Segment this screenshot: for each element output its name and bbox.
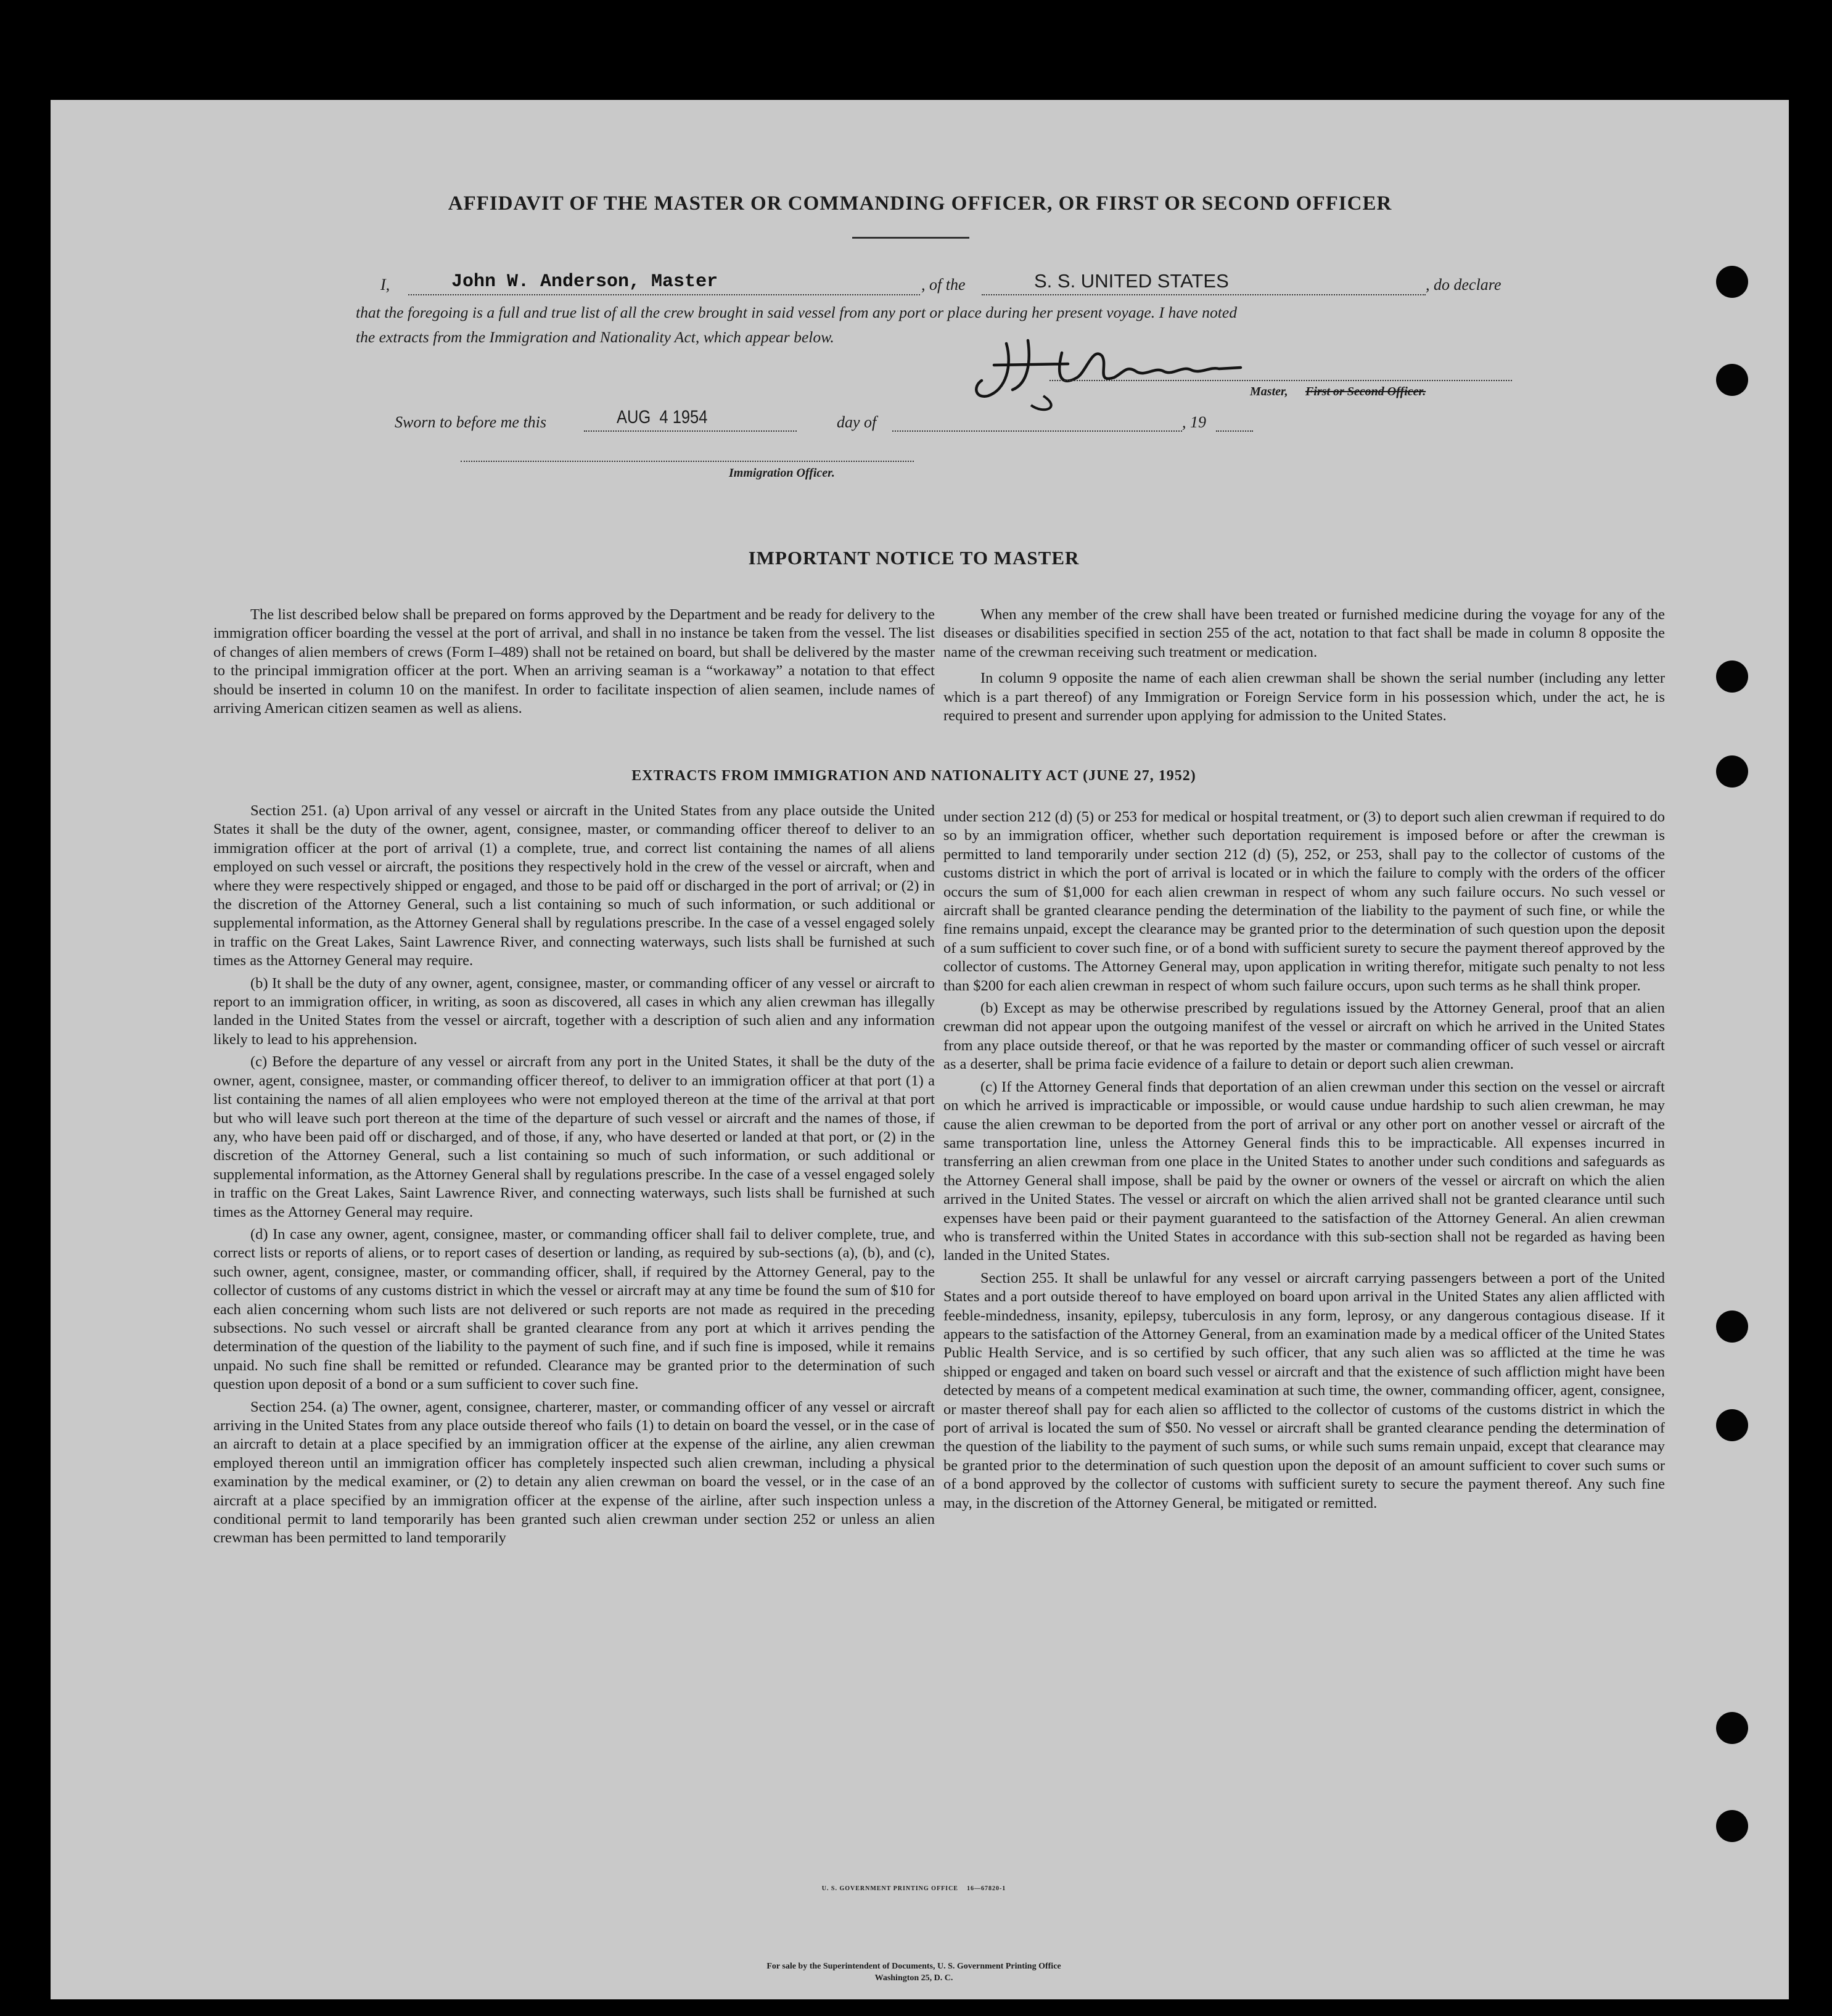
officer-line: [461, 461, 914, 462]
of-the-label: , of the: [921, 276, 966, 294]
master-signature: [969, 328, 1290, 414]
immigration-officer-label: Immigration Officer.: [729, 466, 835, 480]
notice-right: [943, 606, 1665, 729]
sale-line-2: Washington 25, D. C.: [874, 1973, 953, 1983]
extracts-left: [213, 802, 935, 1552]
punch-hole: [1716, 660, 1748, 693]
master-label: Master,: [1250, 385, 1288, 398]
extracts-right: [943, 808, 1665, 1516]
i-label: I,: [380, 276, 390, 294]
year-line: [1216, 430, 1253, 432]
document-page: [51, 100, 1789, 1999]
punch-hole: [1716, 1810, 1748, 1842]
declare-label: , do declare: [1426, 276, 1501, 294]
sworn-label: Sworn to before me this: [395, 413, 547, 431]
struck-officer-label: First or Second Officer.: [1305, 385, 1426, 398]
punch-hole: [1716, 1712, 1748, 1744]
sworn-date-line: [584, 430, 797, 432]
year-label: , 19: [1182, 413, 1206, 431]
section-251-b: (b) It shall be the duty of any owner, agent, consignee, master, or commanding officer of any vessel or aircraft to report to an immigration officer, in writing, as soon as discovered, all cases in which any alien crewman has illegally landed in the United States from the vessel or aircraft, together with a description of such alien and any information likely to lead to his apprehension.: [213, 974, 935, 1048]
month-line: [892, 430, 1182, 432]
section-251-d: (d) In case any owner, agent, consignee, master, or commanding officer shall fail to deliver complete, true, and correct lists or reports of aliens, or to report cases of desertion or landing, as required by sub-sections (a), (b), and (c), such owner, agent, consignee, master, or commanding officer, shall, if required by the Attorney General, pay to the collector of customs of any customs district in which the vessel or aircraft may at any time be found the sum of $10 for each alien concerning whom such lists are not delivered or such reports are not made as required in the preceding subsections. No such vessel or aircraft shall be granted clearance from any port at which it arrives pending the determination of the question of the liability to the payment of such fine, and if such fine is imposed, while it remains unpaid. No such fine shall be remitted or refunded. Clearance may be granted prior to the determination of such question upon deposit of a bond or a sum sufficient to cover such fine.: [213, 1225, 935, 1393]
section-254-a: Section 254. (a) The owner, agent, consignee, charterer, master, or commanding officer of any vessel or aircraft arriving in the United States from any place outside thereof who fails (1) to detain on board the vessel, or in the case of an aircraft to detain at a place specified by an immigration officer at the expense of the airline, any alien crewman employed thereon until an immigration officer has completely inspected such alien crewman, including a physical examination by the medical examiner, or (2) to detain any alien crewman on board the vessel, or in the case of an aircraft at a place specified by an immigration officer at the expense of the airline, after such inspection unless a conditional permit to land temporarily has been granted such alien crewman under section 252 or unless an alien crewman has been permitted to land temporarily: [213, 1398, 935, 1547]
notice-title: IMPORTANT NOTICE TO MASTER: [748, 547, 1080, 569]
notice-left-text: The list described below shall be prepared on forms approved by the Department and be ready for delivery to the immigration officer boarding the vessel at the port of arrival, and shall in no instance be taken from the vessel. The list of changes of alien members of crews (Form I–489) shall not be retained on board, but shall be delivered by the master to the principal immigration officer at the port. When an arriving seaman is a “workaway” a notation to that effect should be inserted in column 10 on the manifest. In order to facilitate inspection of alien seamen, include names of arriving American citizen seamen as well as aliens.: [213, 606, 935, 717]
notice-right-p2: In column 9 opposite the name of each alien crewman shall be shown the serial number (including any letter which is a part thereof) of any Immigration or Foreign Service form in his possession which, under the act, he is required to present and surrender upon applying for admission to the United States.: [943, 670, 1665, 725]
extracts-title: EXTRACTS FROM IMMIGRATION AND NATIONALITY ACT (JUNE 27, 1952): [631, 768, 1196, 784]
vessel-line: [982, 294, 1426, 295]
punch-hole: [1716, 364, 1748, 396]
declarant-name: John W. Anderson, Master: [451, 271, 718, 292]
title-rule: [852, 237, 969, 239]
signature-line: [1049, 380, 1512, 381]
gpo-code: U. S. GOVERNMENT PRINTING OFFICE 16—67820-1: [821, 1885, 1006, 1892]
affidavit-title: AFFIDAVIT OF THE MASTER OR COMMANDING OFFICER, OR FIRST OR SECOND OFFICER: [448, 192, 1392, 215]
section-254-c: (c) If the Attorney General finds that deportation of an alien crewman under this section on the vessel or aircraft on which he arrived is impracticable or impossible, or would cause undue hardship to such alien crewman, he may cause the alien crewman to be deported from the port of arrival or any other port on another vessel or aircraft of the same transportation line, unless the Attorney General finds this to be impracticable. All expenses incurred in transferring an alien crewman from one place in the United States to another under such conditions and safeguards as the Attorney General shall impose, shall be paid by the owner or owners of the vessel or aircraft on which the alien arrived in the United States. The vessel or aircraft on which the alien arrived shall not be granted clearance until such expenses have been paid or their payment guaranteed to the satisfaction of the Attorney General. An alien crewman who is transferred within the United States in accordance with this sub-section shall not be regarded as having been landed in the United States.: [943, 1078, 1665, 1264]
section-254-b: (b) Except as may be otherwise prescribed by regulations issued by the Attorney General, proof that an alien crewman did not appear upon the outgoing manifest of the vessel or aircraft on which he arrived in the United States from any place outside thereof, or that he was reported by the master or commanding officer of such vessel or aircraft as a deserter, shall be prima facie evidence of a failure to detain or deport such alien crewman.: [943, 1000, 1665, 1073]
sale-line-1: For sale by the Superintendent of Documents, U. S. Government Printing Office: [766, 1962, 1061, 1971]
punch-hole: [1716, 755, 1748, 788]
day-of-label: day of: [837, 413, 877, 431]
declarant-line: [408, 294, 920, 295]
notice-right-p1: When any member of the crew shall have been treated or furnished medicine during the voyage for any of the diseases or disabilities specified in section 255 of the act, notation to that fact shall be made in column 8 opposite the name of the crewman receiving such treatment or medication.: [943, 606, 1665, 660]
notice-left: [213, 606, 935, 722]
punch-hole: [1716, 1310, 1748, 1343]
sworn-date: AUG 4 1954: [617, 407, 708, 427]
section-251-c: (c) Before the departure of any vessel or aircraft from any port in the United States, it shall be the duty of the owner, agent, consignee, master, or commanding officer thereof, to deliver to an immigration officer at that port (1) a list containing the names of all alien employees who were not employed thereon at the time of the arrival at that port but who will leave such port thereon at the time of the departure of such vessel or aircraft and the names of those, if any, who have been paid off or discharged, and of those, if any, who have deserted or landed at that port, or (2) in the discretion of the Attorney General, such a list containing so much of such information, or such additional or supplemental information, as the Attorney General shall by regulations prescribe. In the case of a vessel engaged solely in traffic on the Great Lakes, Saint Lawrence River, and connecting waterways, such lists shall be furnished at such times as the Attorney General may require.: [213, 1053, 935, 1220]
section-251-a: Section 251. (a) Upon arrival of any vessel or aircraft in the United States from any place outside the United States it shall be the duty of the owner, agent, consignee, master, or commanding officer thereof to deliver to an immigration officer at the port of arrival (1) a complete, true, and correct list containing the names of all aliens employed on such vessel or aircraft, the positions they respectively hold in the crew of the vessel or aircraft, when and where they were respectively shipped or engaged, and those to be paid off or discharged in the port of arrival; or (2) in the discretion of the Attorney General, such a list containing so much of such information, or such additional or supplemental information, as the Attorney General shall by regulations prescribe. In the case of a vessel engaged solely in traffic on the Great Lakes, Saint Lawrence River, and connecting waterways, such lists shall be furnished at such times as the Attorney General may require.: [213, 802, 935, 969]
affidavit-line-3: the extracts from the Immigration and Nationality Act, which appear below.: [356, 328, 834, 346]
affidavit-line-2: that the foregoing is a full and true list of all the crew brought in said vessel from any port or place during her present voyage. I have noted: [356, 303, 1238, 321]
section-254-a-continued: under section 212 (d) (5) or 253 for medical or hospital treatment, or (3) to deport such alien crewman if required to do so by an immigration officer, whether such deportation requirement is imposed before or after the crewman is permitted to land temporarily under section 212 (d) (5), 252, or 253, shall pay to the collector of customs of the customs district in which the port of arrival is located or in which the failure to comply with the orders of the officer occurs the sum of $1,000 for each alien crewman in respect of whom any such failure occurs. No such vessel or aircraft shall be granted clearance pending the determination of the liability to the payment of such fine, or while the fine remains unpaid, except the clearance may be granted prior to the determination of such question upon the deposit of a sum sufficient to cover such fine, or of a bond with sufficient surety to secure the payment thereof approved by the collector of customs. The Attorney General may, upon application in writing therefor, mitigate such penalty to not less than $200 for each alien crewman in respect of whom such failure occurs, upon such terms as he shall think proper.: [943, 808, 1665, 994]
punch-hole: [1716, 266, 1748, 298]
vessel-name: S. S. UNITED STATES: [1034, 270, 1229, 292]
punch-hole: [1716, 1409, 1748, 1441]
section-255: Section 255. It shall be unlawful for any vessel or aircraft carrying passengers between a port of the United States and a port outside thereof to have employed on board upon arrival in the United States any alien afflicted with feeble-mindedness, insanity, epilepsy, tuberculosis in any form, leprosy, or any dangerous contagious disease. If it appears to the satisfaction of the Attorney General, from an examination made by a medical officer of the United States Public Health Service, and is so certified by such officer, that any such alien was so afflicted at the time he was shipped or engaged and taken on board such vessel or aircraft and that the existence of such affliction might have been detected by means of a competent medical examination at such time, the owner, commanding officer, agent, consignee, or master thereof shall pay for each alien so afflicted to the collector of customs of the customs district in which the port of arrival is located the sum of $50. No vessel or aircraft shall be granted clearance pending the determination of the question of the liability to the payment of such sums, or while such sums remain unpaid, except that clearance may be granted prior to the determination of such question upon the deposit of an amount sufficient to cover such sums or of a bond approved by the collector of customs with sufficient surety to secure the payment thereof. Any such fine may, in the discretion of the Attorney General, be mitigated or remitted.: [943, 1269, 1665, 1512]
